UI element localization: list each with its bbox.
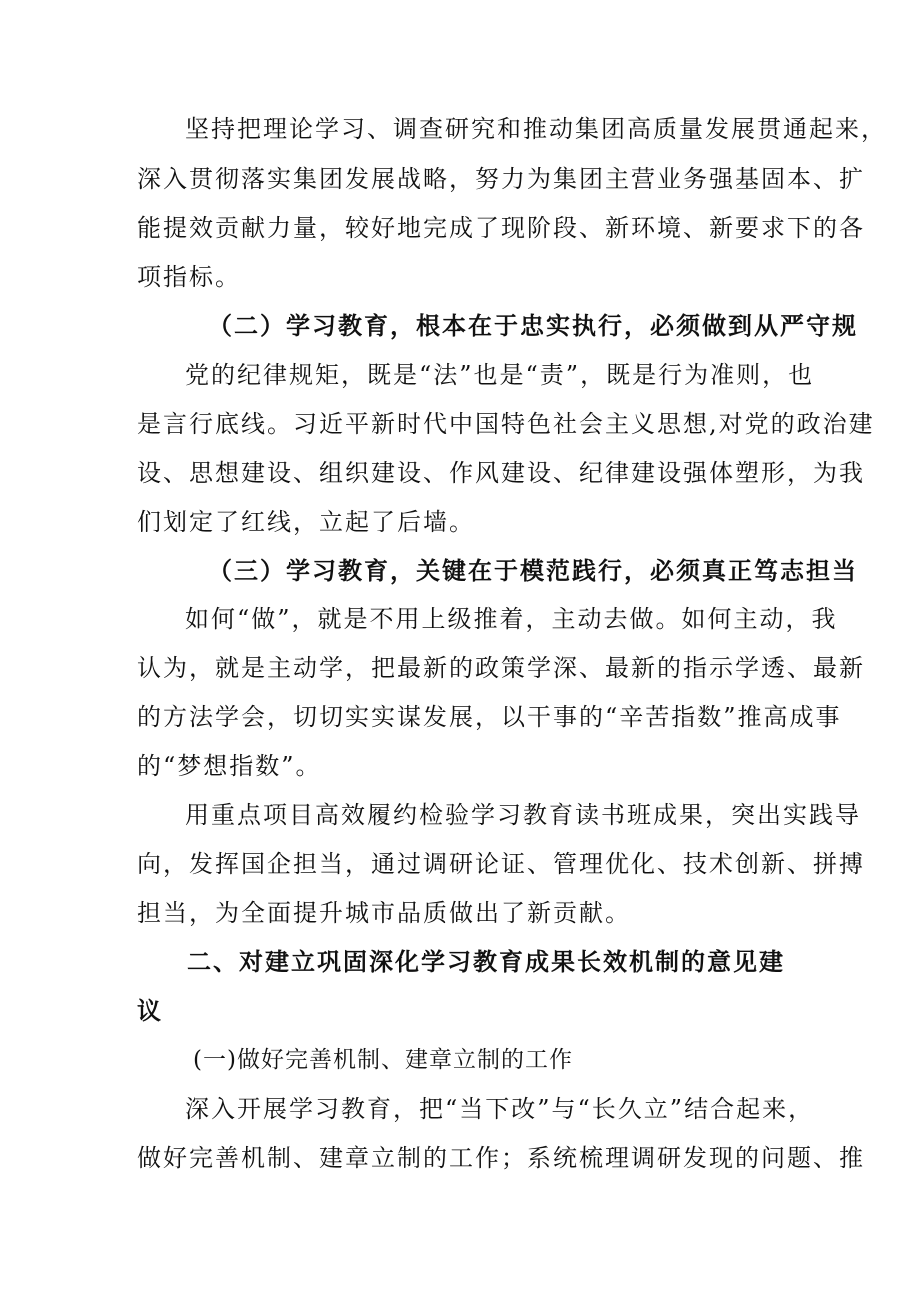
paragraph-line: 如何“做”，就是不用上级推着，主动去做。如何主动，我 [185, 605, 838, 633]
section-heading-3: （三）学习教育，关键在于模范践行，必须真正笃志担当 [208, 556, 858, 585]
paragraph-line: 做好完善机制、建章立制的工作；系统梳理调研发现的问题、推 [137, 1144, 865, 1172]
paragraph-line: 坚持把理论学习、调查研究和推动集团高质量发展贯通起来， [185, 115, 887, 143]
paragraph-line: 的方法学会，切切实实谋发展，以干事的“辛苦指数”推高成事 [137, 703, 842, 731]
paragraph-line: 认为，就是主动学，把最新的政策学深、最新的指示学透、最新 [137, 654, 865, 682]
paragraph-line: 设、思想建设、组织建设、作风建设、纪律建设强体塑形，为我 [137, 459, 865, 487]
subsection-heading-1: (一)做好完善机制、建章立制的工作 [193, 1047, 573, 1073]
paragraph-line: 用重点项目高效履约检验学习教育读书班成果，突出实践导 [185, 801, 861, 829]
paragraph-line: 项指标。 [137, 263, 241, 291]
paragraph-line: 是言行底线。习近平新时代中国特色社会主义思想,对党的政治建 [137, 410, 875, 438]
paragraph-line: 担当，为全面提升城市品质做出了新贡献。 [137, 899, 631, 927]
paragraph-line: 能提效贡献力量，较好地完成了现阶段、新环境、新要求下的各 [137, 214, 865, 242]
paragraph-line: 深入开展学习教育，把“当下改”与“长久立”结合起来， [185, 1095, 815, 1123]
paragraph-line: 的“梦想指数”。 [137, 752, 322, 780]
paragraph-line: 深入贯彻落实集团发展战略，努力为集团主营业务强基固本、扩 [137, 165, 865, 193]
paragraph-line: 们划定了红线，立起了后墙。 [137, 508, 475, 536]
paragraph-line: 向，发挥国企担当，通过调研论证、管理优化、技术创新、拼搏 [137, 850, 865, 878]
major-section-heading-cont: 议 [137, 996, 163, 1025]
section-heading-2: （二）学习教育，根本在于忠实执行，必须做到从严守规 [208, 311, 858, 340]
major-section-heading: 二、对建立巩固深化学习教育成果长效机制的意见建 [187, 947, 785, 976]
paragraph-line: 党的纪律规矩，既是“法”也是“责”，既是行为准则，也 [185, 361, 815, 389]
